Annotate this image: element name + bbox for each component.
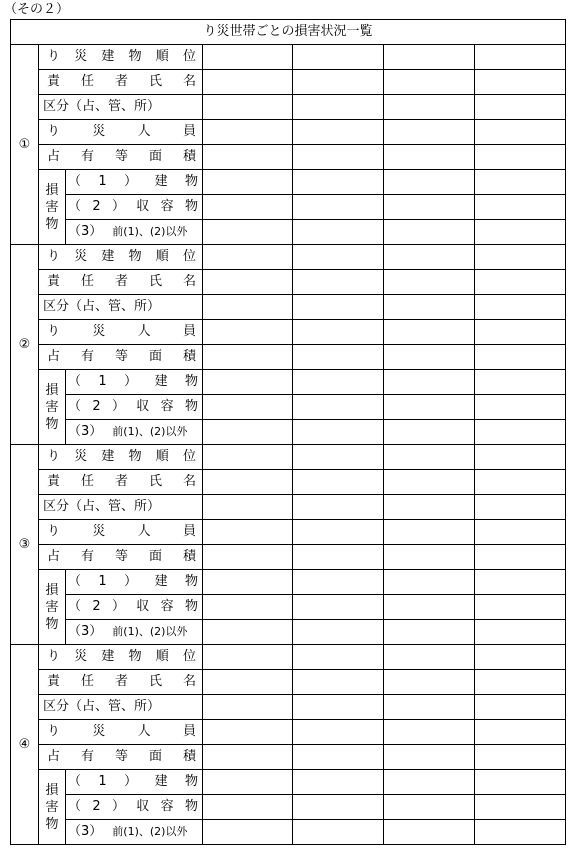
group-row — [11, 320, 566, 345]
entry-cell[interactable] — [384, 795, 475, 820]
damage-goods-label: 損 害 物 — [39, 570, 66, 645]
entry-cell[interactable] — [384, 295, 475, 320]
entry-cell[interactable] — [293, 370, 384, 395]
damage-row — [11, 570, 566, 595]
entry-cell[interactable] — [293, 245, 384, 270]
entry-cell[interactable] — [475, 470, 566, 495]
damage-row — [11, 395, 566, 420]
entry-cell[interactable] — [203, 770, 293, 795]
entry-cell[interactable] — [203, 495, 293, 520]
damage-item-number: （2） — [68, 799, 137, 814]
entry-cell[interactable] — [475, 495, 566, 520]
entry-cell[interactable] — [293, 145, 384, 170]
group-row — [11, 745, 566, 770]
entry-cell[interactable] — [203, 795, 293, 820]
damage-item-1 — [66, 570, 203, 595]
entry-cell[interactable] — [293, 120, 384, 145]
entry-cell[interactable] — [384, 170, 475, 195]
entry-cell[interactable] — [203, 295, 293, 320]
entry-cell[interactable] — [384, 245, 475, 270]
group-row — [11, 695, 566, 720]
damage-item-text: 前(1)、(2)以外 — [112, 225, 188, 238]
entry-cell[interactable] — [384, 720, 475, 745]
group-row — [11, 45, 566, 70]
area-label: 占有等面積 — [39, 745, 203, 770]
damage-item-number: （3） — [68, 624, 103, 639]
entry-cell[interactable] — [384, 545, 475, 570]
entry-cell[interactable] — [475, 720, 566, 745]
damage-item-text: 建物 — [154, 374, 198, 389]
entry-cell[interactable] — [203, 195, 293, 220]
building-order-label: り災建物順位 — [39, 245, 203, 270]
entry-cell[interactable] — [203, 395, 293, 420]
damage-item-2 — [66, 195, 203, 220]
entry-cell[interactable] — [384, 320, 475, 345]
entry-cell[interactable] — [293, 495, 384, 520]
persons-label: り災人員 — [39, 120, 203, 145]
damage-item-number: （2） — [68, 399, 137, 414]
damage-item-1 — [66, 170, 203, 195]
damage-item-text: 前(1)、(2)以外 — [112, 825, 188, 838]
damage-goods-label: 損 害 物 — [39, 370, 66, 445]
entry-cell[interactable] — [293, 520, 384, 545]
damage-row — [11, 620, 566, 645]
entry-cell[interactable] — [384, 395, 475, 420]
entry-cell[interactable] — [384, 520, 475, 545]
entry-cell[interactable] — [384, 420, 475, 445]
entry-cell[interactable] — [203, 245, 293, 270]
damage-item-number: （3） — [68, 424, 103, 439]
entry-cell[interactable] — [203, 445, 293, 470]
entry-cell[interactable] — [475, 195, 566, 220]
entry-cell[interactable] — [384, 70, 475, 95]
damage-row — [11, 770, 566, 795]
entry-cell[interactable] — [293, 545, 384, 570]
entry-cell[interactable] — [475, 445, 566, 470]
entry-cell[interactable] — [384, 770, 475, 795]
entry-cell[interactable] — [475, 70, 566, 95]
group-row — [11, 545, 566, 570]
group-number: ② — [11, 245, 39, 445]
entry-cell[interactable] — [203, 170, 293, 195]
responsible-name-label: 責任者氏名 — [39, 70, 203, 95]
damage-item-number: （3） — [68, 824, 103, 839]
entry-cell[interactable] — [293, 45, 384, 70]
entry-cell[interactable] — [384, 470, 475, 495]
entry-cell[interactable] — [475, 745, 566, 770]
damage-item-number: （2） — [68, 599, 137, 614]
damage-status-table — [10, 19, 566, 845]
damage-item-3 — [66, 420, 203, 445]
damage-goods-label: 損 害 物 — [39, 770, 66, 845]
damage-item-text: 前(1)、(2)以外 — [112, 425, 188, 438]
entry-cell[interactable] — [203, 120, 293, 145]
entry-cell[interactable] — [384, 820, 475, 845]
entry-cell[interactable] — [475, 120, 566, 145]
damage-row — [11, 595, 566, 620]
entry-cell[interactable] — [293, 645, 384, 670]
entry-cell[interactable] — [475, 370, 566, 395]
entry-cell[interactable] — [203, 545, 293, 570]
table-title: り災世帯ごとの損害状況一覧 — [11, 20, 566, 45]
damage-item-number: （1） — [68, 374, 155, 389]
entry-cell[interactable] — [203, 320, 293, 345]
group-row — [11, 145, 566, 170]
group-number: ④ — [11, 645, 39, 845]
building-order-label: り災建物順位 — [39, 45, 203, 70]
category-label: 区分（占、管、所） — [39, 95, 203, 120]
entry-cell[interactable] — [293, 345, 384, 370]
entry-cell[interactable] — [203, 420, 293, 445]
entry-cell[interactable] — [475, 820, 566, 845]
damage-row — [11, 820, 566, 845]
entry-cell[interactable] — [475, 245, 566, 270]
damage-item-text: 収容物 — [136, 799, 198, 814]
entry-cell[interactable] — [203, 470, 293, 495]
entry-cell[interactable] — [475, 520, 566, 545]
persons-label: り災人員 — [39, 720, 203, 745]
entry-cell[interactable] — [384, 270, 475, 295]
entry-cell[interactable] — [293, 470, 384, 495]
responsible-name-label: 責任者氏名 — [39, 670, 203, 695]
damage-item-2 — [66, 595, 203, 620]
entry-cell[interactable] — [475, 670, 566, 695]
building-order-label: り災建物順位 — [39, 645, 203, 670]
damage-item-text: 建物 — [154, 574, 198, 589]
entry-cell[interactable] — [203, 820, 293, 845]
entry-cell[interactable] — [475, 595, 566, 620]
entry-cell[interactable] — [384, 620, 475, 645]
entry-cell[interactable] — [293, 95, 384, 120]
group-row — [11, 95, 566, 120]
group-row — [11, 720, 566, 745]
entry-cell[interactable] — [475, 420, 566, 445]
group-row — [11, 270, 566, 295]
entry-cell[interactable] — [203, 670, 293, 695]
damage-item-number: （1） — [68, 574, 155, 589]
entry-cell[interactable] — [384, 345, 475, 370]
damage-row — [11, 370, 566, 395]
damage-item-number: （3） — [68, 224, 103, 239]
group-row — [11, 670, 566, 695]
entry-cell[interactable] — [203, 595, 293, 620]
entry-cell[interactable] — [293, 295, 384, 320]
page-label: （その２） — [4, 2, 70, 17]
group-row — [11, 495, 566, 520]
building-order-label: り災建物順位 — [39, 445, 203, 470]
damage-item-text: 建物 — [154, 774, 198, 789]
group-row — [11, 295, 566, 320]
group-row — [11, 645, 566, 670]
area-label: 占有等面積 — [39, 145, 203, 170]
entry-cell[interactable] — [475, 645, 566, 670]
area-label: 占有等面積 — [39, 545, 203, 570]
entry-cell[interactable] — [475, 570, 566, 595]
entry-cell[interactable] — [384, 745, 475, 770]
entry-cell[interactable] — [384, 45, 475, 70]
entry-cell[interactable] — [475, 270, 566, 295]
entry-cell[interactable] — [384, 645, 475, 670]
group-number: ① — [11, 45, 39, 245]
damage-row — [11, 195, 566, 220]
entry-cell[interactable] — [293, 720, 384, 745]
group-row — [11, 120, 566, 145]
entry-cell[interactable] — [475, 545, 566, 570]
entry-cell[interactable] — [293, 220, 384, 245]
damage-item-text: 建物 — [154, 174, 198, 189]
entry-cell[interactable] — [475, 45, 566, 70]
entry-cell[interactable] — [384, 445, 475, 470]
entry-cell[interactable] — [475, 770, 566, 795]
damage-goods-label: 損 害 物 — [39, 170, 66, 245]
entry-cell[interactable] — [293, 695, 384, 720]
entry-cell[interactable] — [293, 70, 384, 95]
damage-item-text: 収容物 — [136, 199, 198, 214]
entry-cell[interactable] — [384, 670, 475, 695]
entry-cell[interactable] — [203, 520, 293, 545]
group-row — [11, 70, 566, 95]
damage-row — [11, 170, 566, 195]
damage-item-3 — [66, 820, 203, 845]
entry-cell[interactable] — [384, 195, 475, 220]
entry-cell[interactable] — [203, 745, 293, 770]
entry-cell[interactable] — [384, 595, 475, 620]
entry-cell[interactable] — [203, 145, 293, 170]
damage-item-2 — [66, 795, 203, 820]
entry-cell[interactable] — [475, 170, 566, 195]
entry-cell[interactable] — [384, 570, 475, 595]
category-label: 区分（占、管、所） — [39, 495, 203, 520]
entry-cell[interactable] — [203, 220, 293, 245]
entry-cell[interactable] — [475, 220, 566, 245]
group-row — [11, 470, 566, 495]
entry-cell[interactable] — [293, 620, 384, 645]
group-row — [11, 245, 566, 270]
entry-cell[interactable] — [475, 795, 566, 820]
entry-cell[interactable] — [293, 170, 384, 195]
persons-label: り災人員 — [39, 520, 203, 545]
damage-row — [11, 420, 566, 445]
damage-item-text: 収容物 — [136, 399, 198, 414]
entry-cell[interactable] — [203, 70, 293, 95]
entry-cell[interactable] — [203, 270, 293, 295]
entry-cell[interactable] — [293, 570, 384, 595]
responsible-name-label: 責任者氏名 — [39, 270, 203, 295]
entry-cell[interactable] — [203, 370, 293, 395]
entry-cell[interactable] — [293, 320, 384, 345]
entry-cell[interactable] — [293, 745, 384, 770]
entry-cell[interactable] — [203, 45, 293, 70]
group-row — [11, 345, 566, 370]
responsible-name-label: 責任者氏名 — [39, 470, 203, 495]
entry-cell[interactable] — [203, 620, 293, 645]
entry-cell[interactable] — [293, 420, 384, 445]
category-label: 区分（占、管、所） — [39, 695, 203, 720]
entry-cell[interactable] — [293, 270, 384, 295]
damage-item-number: （1） — [68, 774, 155, 789]
area-label: 占有等面積 — [39, 345, 203, 370]
category-label: 区分（占、管、所） — [39, 295, 203, 320]
damage-item-1 — [66, 370, 203, 395]
group-row — [11, 520, 566, 545]
entry-cell[interactable] — [203, 345, 293, 370]
damage-item-text: 収容物 — [136, 599, 198, 614]
entry-cell[interactable] — [293, 670, 384, 695]
group-row — [11, 445, 566, 470]
entry-cell[interactable] — [475, 320, 566, 345]
persons-label: り災人員 — [39, 320, 203, 345]
entry-cell[interactable] — [203, 695, 293, 720]
entry-cell[interactable] — [384, 370, 475, 395]
damage-item-3 — [66, 620, 203, 645]
group-number: ③ — [11, 445, 39, 645]
entry-cell[interactable] — [293, 795, 384, 820]
entry-cell[interactable] — [384, 95, 475, 120]
entry-cell[interactable] — [384, 220, 475, 245]
table-title-row — [11, 20, 566, 45]
entry-cell[interactable] — [203, 95, 293, 120]
entry-cell[interactable] — [203, 570, 293, 595]
entry-cell[interactable] — [293, 595, 384, 620]
entry-cell[interactable] — [203, 720, 293, 745]
entry-cell[interactable] — [384, 495, 475, 520]
entry-cell[interactable] — [475, 345, 566, 370]
damage-item-number: （1） — [68, 174, 155, 189]
entry-cell[interactable] — [293, 770, 384, 795]
entry-cell[interactable] — [475, 95, 566, 120]
damage-item-1 — [66, 770, 203, 795]
damage-item-number: （2） — [68, 199, 137, 214]
entry-cell[interactable] — [293, 820, 384, 845]
entry-cell[interactable] — [475, 295, 566, 320]
entry-cell[interactable] — [475, 145, 566, 170]
entry-cell[interactable] — [475, 395, 566, 420]
damage-item-2 — [66, 395, 203, 420]
entry-cell[interactable] — [475, 620, 566, 645]
entry-cell[interactable] — [384, 145, 475, 170]
entry-cell[interactable] — [384, 120, 475, 145]
damage-row — [11, 220, 566, 245]
entry-cell[interactable] — [384, 695, 475, 720]
damage-item-3 — [66, 220, 203, 245]
entry-cell[interactable] — [293, 395, 384, 420]
entry-cell[interactable] — [293, 445, 384, 470]
entry-cell[interactable] — [293, 195, 384, 220]
entry-cell[interactable] — [203, 645, 293, 670]
damage-row — [11, 795, 566, 820]
entry-cell[interactable] — [475, 695, 566, 720]
damage-item-text: 前(1)、(2)以外 — [112, 625, 188, 638]
